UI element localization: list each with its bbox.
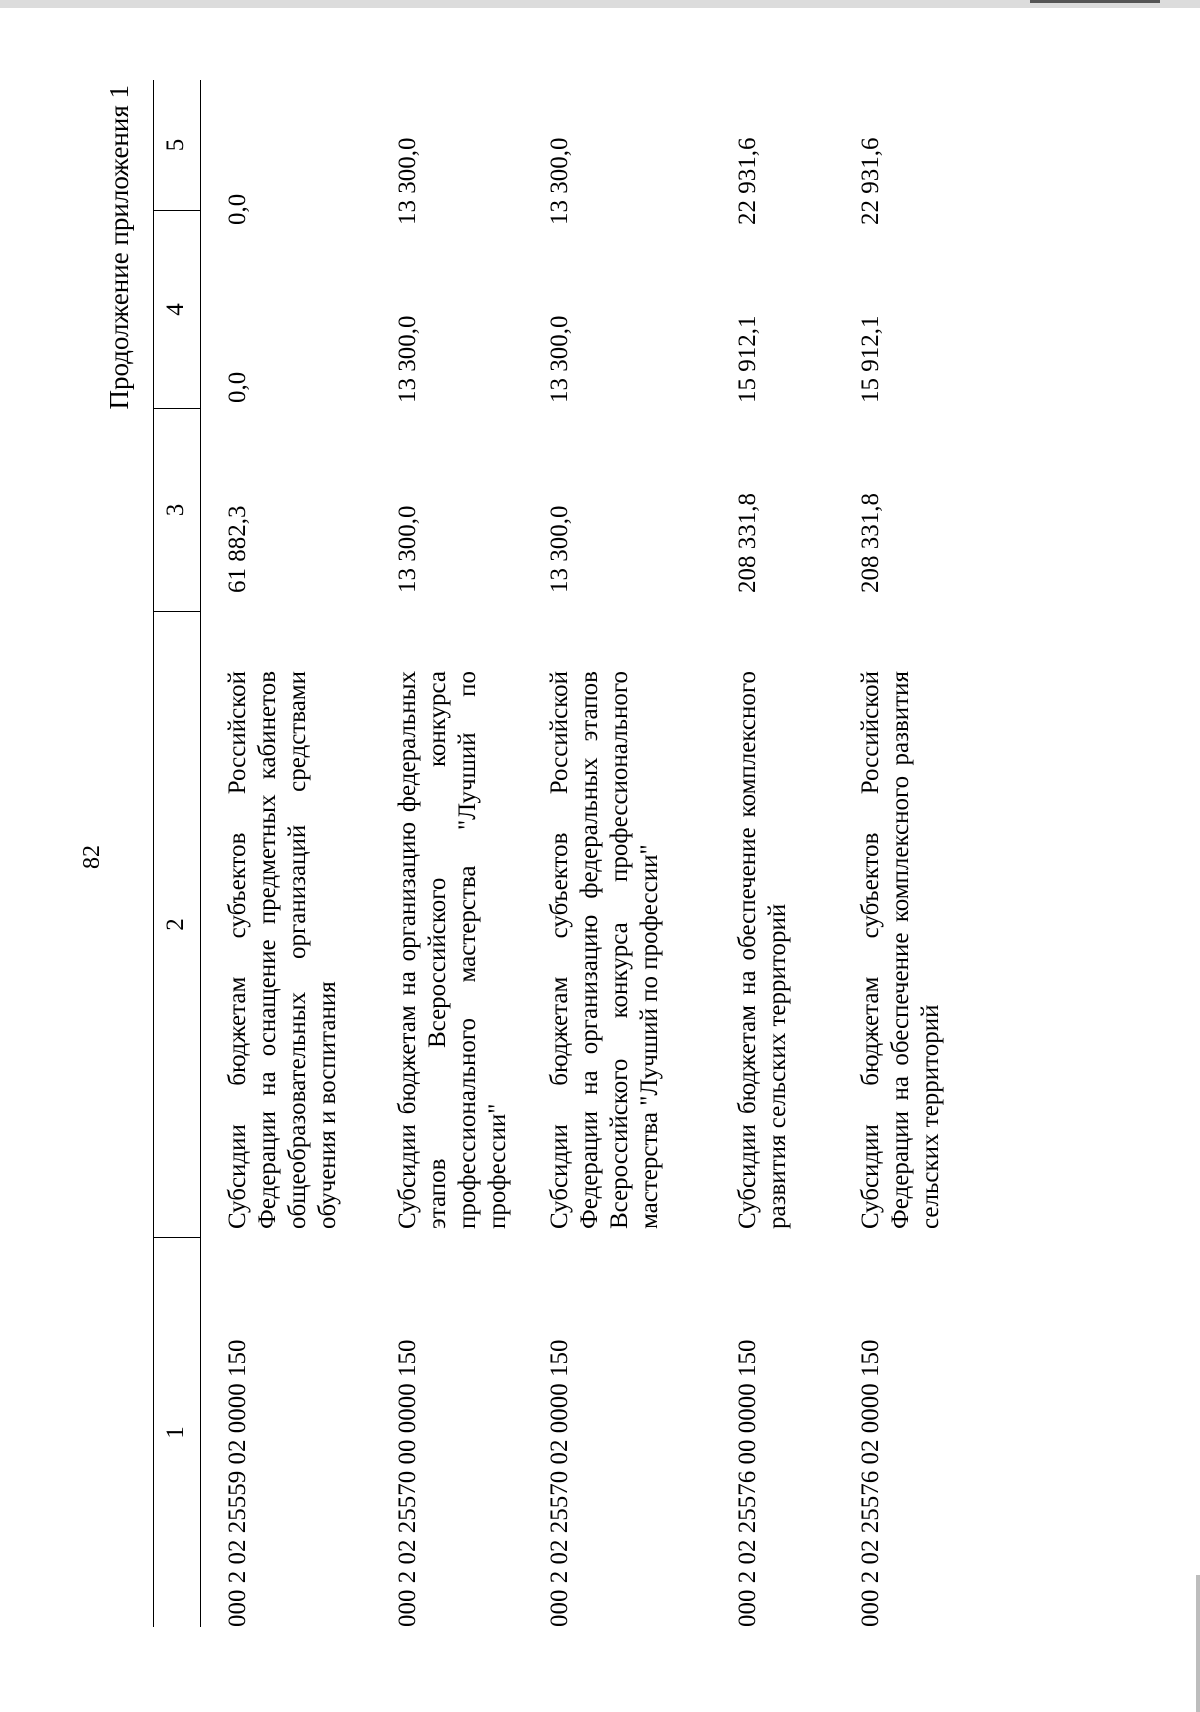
budget-code: 000 2 02 25576 02 0000 150 [857,1339,884,1627]
budget-code: 000 2 02 25576 00 0000 150 [734,1339,761,1627]
amount-col3: 13 300,0 [546,505,573,593]
table-row [711,80,834,1627]
amount-col4: 0,0 [224,371,251,403]
amount-col4: 13 300,0 [394,315,421,403]
budget-table [153,80,974,1627]
table-row [201,80,371,1627]
amount-col5: 22 931,6 [857,137,884,225]
column-number-3: 3 [154,408,200,611]
column-number-1: 1 [154,1237,200,1627]
budget-code: 000 2 02 25570 00 0000 150 [394,1339,421,1627]
column-number-2: 2 [154,611,200,1237]
column-number-4: 4 [154,210,200,408]
amount-col3: 13 300,0 [394,505,421,593]
page-number: 82 [79,845,105,869]
item-name: Субсидии бюджетам на организацию федеральных этапов Всероссийского конкурса профессионального мастерства "Лучший по профессии" [394,671,511,1229]
amount-col5: 13 300,0 [546,137,573,225]
budget-code: 000 2 02 25559 02 0000 150 [224,1339,251,1627]
table-row [523,80,711,1627]
table-row [834,80,974,1627]
column-number-header [153,80,201,1627]
amount-col4: 15 912,1 [857,315,884,403]
amount-col5: 22 931,6 [734,137,761,225]
amount-col4: 15 912,1 [734,315,761,403]
item-name: Субсидии бюджетам субъектов Российской Федерации на организацию федеральных этапов Всероссийского конкурса профессионального мастерства "Лучший по профессии" [546,671,663,1229]
column-number-5: 5 [162,138,189,152]
item-name: Субсидии бюджетам субъектов Российской Федерации на оснащение предметных кабинетов общеобразовательных организаций средствами обучения и воспитания [224,671,341,1229]
amount-col4: 13 300,0 [546,315,573,403]
amount-col3: 208 331,8 [734,493,761,593]
item-name: Субсидии бюджетам субъектов Российской Федерации на обеспечение комплексного развития сельских территорий [857,671,944,1229]
table-row [371,80,523,1627]
amount-col3: 208 331,8 [857,493,884,593]
amount-col3: 61 882,3 [224,505,251,593]
budget-code: 000 2 02 25570 02 0000 150 [546,1339,573,1627]
amount-col5: 13 300,0 [394,137,421,225]
continuation-note: Продолжение приложения 1 [104,85,134,410]
item-name: Субсидии бюджетам на обеспечение комплексного развития сельских территорий [734,671,791,1229]
amount-col5: 0,0 [224,193,251,225]
